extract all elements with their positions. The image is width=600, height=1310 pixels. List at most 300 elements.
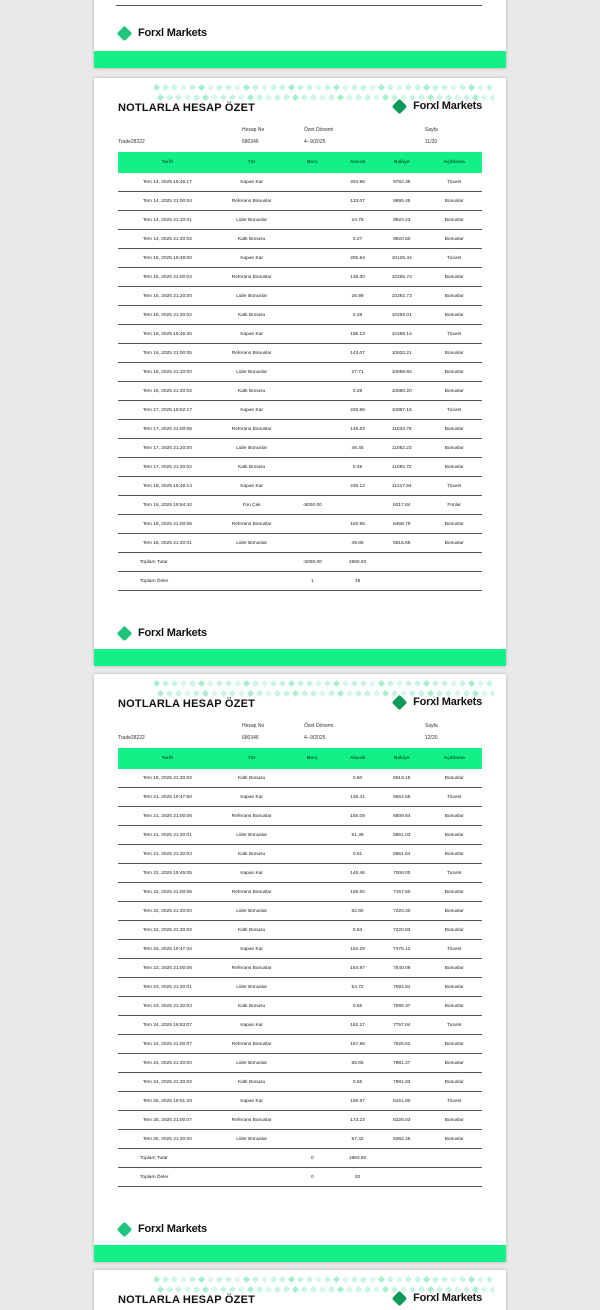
pattern-diamond-icon xyxy=(198,680,205,687)
table-cell: Katk Bonusu xyxy=(217,306,287,325)
table-cell xyxy=(287,401,338,420)
empty-cell xyxy=(377,1168,426,1187)
table-cell: 6861.03 xyxy=(377,826,426,845)
table-row xyxy=(118,230,482,249)
table-cell xyxy=(287,344,338,363)
table-cell: 169.97 xyxy=(338,1092,377,1111)
pattern-diamond-icon xyxy=(477,680,484,687)
pattern-diamond-icon xyxy=(468,680,475,687)
pattern-diamond-icon xyxy=(342,1276,349,1283)
pattern-diamond-icon xyxy=(265,94,272,101)
table-cell: Tem 14, 2025 21:20:01 xyxy=(118,211,217,230)
pattern-diamond-icon xyxy=(202,1286,209,1293)
logo-diamond-icon xyxy=(117,25,133,41)
pattern-diamond-icon xyxy=(382,94,389,101)
pattern-diamond-icon xyxy=(220,690,227,697)
table-cell: Kapan Kar xyxy=(217,1016,287,1035)
pattern-diamond-icon xyxy=(310,690,317,697)
pattern-diamond-icon xyxy=(229,690,236,697)
table-cell: 7595.37 xyxy=(377,997,426,1016)
col-debit: Borç xyxy=(287,152,338,173)
table-cell xyxy=(287,515,338,534)
footer-bar xyxy=(94,649,506,666)
pattern-diamond-icon xyxy=(405,84,412,91)
table-cell: 164.97 xyxy=(338,959,377,978)
pattern-diamond-icon xyxy=(154,680,160,687)
table-cell: Lider Bonuslar xyxy=(217,1130,287,1149)
pattern-diamond-icon xyxy=(292,690,299,697)
table-cell: Tem 15, 2025 19:49:00 xyxy=(118,249,217,268)
account-no-label: Hesap No xyxy=(242,127,265,133)
table-cell: 55.65 xyxy=(338,1054,377,1073)
pattern-diamond-icon xyxy=(360,84,367,91)
pattern-diamond-icon xyxy=(346,690,353,697)
table-cell xyxy=(287,845,338,864)
pattern-diamond-icon xyxy=(166,94,173,101)
table-cell xyxy=(287,306,338,325)
table-row xyxy=(118,997,482,1016)
table-cell xyxy=(287,1035,338,1054)
pattern-diamond-icon xyxy=(490,690,494,697)
pattern-diamond-icon xyxy=(414,1276,421,1283)
header-logo xyxy=(391,100,482,112)
pattern-diamond-icon xyxy=(211,1286,218,1293)
account-no: 680346 xyxy=(242,139,259,145)
table-cell: Bonuslar xyxy=(426,515,482,534)
table-cell: 7008.00 xyxy=(377,864,426,883)
pattern-diamond-icon xyxy=(171,84,178,91)
table-cell xyxy=(287,420,338,439)
pattern-diamond-icon xyxy=(234,680,241,687)
table-cell: Bonuslar xyxy=(426,382,482,401)
pattern-diamond-icon xyxy=(220,94,227,101)
table-cell: Bonuslar xyxy=(426,1111,482,1130)
pattern-diamond-icon xyxy=(256,1286,263,1293)
pattern-diamond-icon xyxy=(328,1286,335,1293)
table-cell: Bonuslar xyxy=(426,287,482,306)
table-cell xyxy=(287,807,338,826)
table-cell: Katk Bonusu xyxy=(217,769,287,788)
pattern-diamond-icon xyxy=(369,1276,376,1283)
table-cell: Bonuslar xyxy=(426,826,482,845)
pattern-diamond-icon xyxy=(216,680,223,687)
table-cell xyxy=(287,249,338,268)
counts-row-label: Toplam Öeler xyxy=(118,1168,217,1187)
next-page-stub xyxy=(94,1270,506,1310)
table-cell: Lider Bonuslar xyxy=(217,287,287,306)
table-cell: Referans Bonuslar xyxy=(217,1035,287,1054)
table-cell xyxy=(287,864,338,883)
table-cell xyxy=(287,192,338,211)
table-cell: 11033.78 xyxy=(377,420,426,439)
logo-diamond-icon xyxy=(117,625,133,641)
pattern-diamond-icon xyxy=(324,84,331,91)
table-cell: 146.46 xyxy=(338,864,377,883)
table-cell: Bonuslar xyxy=(426,883,482,902)
pattern-diamond-icon xyxy=(459,1276,466,1283)
table-cell: 0.50 xyxy=(338,769,377,788)
table-cell: Referans Bonuslar xyxy=(217,1111,287,1130)
table-cell: 173.23 xyxy=(338,1111,377,1130)
table-row xyxy=(118,363,482,382)
table-row xyxy=(118,173,482,192)
pattern-diamond-icon xyxy=(441,680,448,687)
pattern-diamond-icon xyxy=(211,690,218,697)
table-cell: 10126.44 xyxy=(377,249,426,268)
pattern-diamond-icon xyxy=(261,680,268,687)
pattern-diamond-icon xyxy=(324,1276,331,1283)
table-cell: 54.72 xyxy=(338,978,377,997)
pattern-diamond-icon xyxy=(328,690,335,697)
pattern-diamond-icon xyxy=(162,1276,169,1283)
table-cell: 57.42 xyxy=(338,1130,377,1149)
pattern-diamond-icon xyxy=(355,1286,362,1293)
table-header xyxy=(118,152,482,173)
table-cell: 7220.30 xyxy=(377,902,426,921)
pattern-diamond-icon xyxy=(270,1276,277,1283)
table-cell: Lider Bonuslar xyxy=(217,826,287,845)
page-label: Sayfa xyxy=(425,127,438,133)
table-cell: 10489.14 xyxy=(377,325,426,344)
table-cell: 135.41 xyxy=(338,788,377,807)
table-cell: Bonuslar xyxy=(426,211,482,230)
col-description: Açıklama xyxy=(426,152,482,173)
footer-bar xyxy=(94,51,506,68)
table-cell: Tem 21, 2025 19:47:50 xyxy=(118,788,217,807)
table-cell: Lider Bonuslar xyxy=(217,211,287,230)
table-cell: 7540.09 xyxy=(377,959,426,978)
table-cell: Kapan Kar xyxy=(217,864,287,883)
col-credit: Alacak xyxy=(338,152,377,173)
table-cell xyxy=(287,363,338,382)
pattern-diamond-icon xyxy=(247,690,254,697)
pattern-diamond-icon xyxy=(261,1276,268,1283)
table-cell: 7375.12 xyxy=(377,940,426,959)
pattern-diamond-icon xyxy=(324,680,331,687)
pattern-diamond-icon xyxy=(459,84,466,91)
col-balance: Bakiye xyxy=(377,748,426,769)
table-row xyxy=(118,959,482,978)
pattern-diamond-icon xyxy=(157,690,164,697)
pattern-diamond-icon xyxy=(301,94,308,101)
empty-cell xyxy=(217,1149,287,1168)
table-cell: Tem 18, 2025 21:20:02 xyxy=(118,769,217,788)
table-cell xyxy=(287,534,338,553)
table-cell: 154.29 xyxy=(338,940,377,959)
table-cell: Tem 16, 2025 19:45:35 xyxy=(118,325,217,344)
table-cell: 51.39 xyxy=(338,826,377,845)
pattern-diamond-icon xyxy=(459,680,466,687)
table-cell: Kapan Kar xyxy=(217,249,287,268)
pattern-diamond-icon xyxy=(270,84,277,91)
pattern-diamond-icon xyxy=(490,1286,494,1293)
pattern-diamond-icon xyxy=(225,680,232,687)
table-cell: Tem 24, 2025 19:53:07 xyxy=(118,1016,217,1035)
empty-cell xyxy=(217,1168,287,1187)
table-cell: 9920.50 xyxy=(377,230,426,249)
pattern-diamond-icon xyxy=(450,1276,457,1283)
table-cell: 0.53 xyxy=(338,921,377,940)
col-balance: Bakiye xyxy=(377,152,426,173)
table-cell: Bonuslar xyxy=(426,230,482,249)
pattern-diamond-icon xyxy=(396,1276,403,1283)
table-row xyxy=(118,978,482,997)
pattern-diamond-icon xyxy=(346,94,353,101)
table-row xyxy=(118,287,482,306)
table-cell: Tem 15, 2025 21:00:04 xyxy=(118,268,217,287)
table-cell: Bonuslar xyxy=(426,344,482,363)
pattern-diamond-icon xyxy=(333,84,340,91)
table-cell: 10265.74 xyxy=(377,268,426,287)
table-cell: 8151.80 xyxy=(377,1092,426,1111)
pattern-diamond-icon xyxy=(351,680,358,687)
table-cell: Bonuslar xyxy=(426,769,482,788)
pattern-diamond-icon xyxy=(274,94,281,101)
pattern-diamond-icon xyxy=(154,84,160,91)
table-cell: 235.12 xyxy=(338,477,377,496)
table-row xyxy=(118,477,482,496)
table-cell: Tem 21, 2025 21:00:06 xyxy=(118,807,217,826)
table-cell: Lider Bonuslar xyxy=(217,978,287,997)
table-cell: Bonuslar xyxy=(426,192,482,211)
table-row xyxy=(118,306,482,325)
pattern-diamond-icon xyxy=(373,690,380,697)
table-cell: 0.28 xyxy=(338,306,377,325)
table-cell xyxy=(287,997,338,1016)
table-row xyxy=(118,211,482,230)
table-cell xyxy=(287,902,338,921)
brand-name: Forxl Markets xyxy=(413,696,482,708)
table-cell: 7981.27 xyxy=(377,1054,426,1073)
pattern-diamond-icon xyxy=(184,1286,191,1293)
table-cell: 9782.38 xyxy=(377,173,426,192)
table-cell: 49.86 xyxy=(338,534,377,553)
pattern-diamond-icon xyxy=(283,1286,290,1293)
totals-row-label: Toplam Tutar xyxy=(118,1149,217,1168)
table-cell: 6861.54 xyxy=(377,845,426,864)
table-cell: 26.99 xyxy=(338,287,377,306)
col-type: Tür xyxy=(217,748,287,769)
counts-row-debit: 1 xyxy=(287,572,338,591)
transactions-table xyxy=(118,152,482,591)
table-cell: Tem 21, 2025 21:20:03 xyxy=(118,845,217,864)
table-row xyxy=(118,382,482,401)
pattern-diamond-icon xyxy=(261,84,268,91)
pattern-diamond-icon xyxy=(180,1276,187,1283)
table-cell: 196.13 xyxy=(338,325,377,344)
table-row xyxy=(118,249,482,268)
table-cell: 0.51 xyxy=(338,845,377,864)
table-row xyxy=(118,826,482,845)
pattern-diamond-icon xyxy=(216,1276,223,1283)
table-cell: Bonuslar xyxy=(426,420,482,439)
pattern-diamond-icon xyxy=(337,690,344,697)
table-cell: Tem 23, 2025 21:20:03 xyxy=(118,997,217,1016)
footer-logo xyxy=(116,27,207,39)
table-cell xyxy=(287,769,338,788)
table-cell: 10887.15 xyxy=(377,401,426,420)
table-cell: Bonuslar xyxy=(426,1073,482,1092)
pattern-diamond-icon xyxy=(180,84,187,91)
table-cell xyxy=(287,439,338,458)
table-cell: Bonuslar xyxy=(426,845,482,864)
pattern-diamond-icon xyxy=(486,1276,493,1283)
table-cell: 11317.84 xyxy=(377,477,426,496)
table-cell: Tem 22, 2025 21:20:02 xyxy=(118,921,217,940)
pattern-diamond-icon xyxy=(252,680,259,687)
table-cell: Tem 16, 2025 21:00:05 xyxy=(118,344,217,363)
pattern-diamond-icon xyxy=(207,680,214,687)
pattern-diamond-icon xyxy=(414,680,421,687)
table-cell xyxy=(338,496,377,515)
table-row xyxy=(118,458,482,477)
statement-page-12 xyxy=(94,674,506,1262)
pattern-diamond-icon xyxy=(481,1286,488,1293)
totals-row xyxy=(118,553,482,572)
table-cell: Lider Bonuslar xyxy=(217,363,287,382)
table-cell xyxy=(287,230,338,249)
totals-row-credit: 1863.80 xyxy=(338,1149,377,1168)
table-cell: Bonuslar xyxy=(426,1054,482,1073)
table-cell: Kapan Kar xyxy=(217,401,287,420)
table-row xyxy=(118,496,482,515)
table-cell: 133.07 xyxy=(338,192,377,211)
table-cell: Referans Bonuslar xyxy=(217,807,287,826)
previous-page-stub xyxy=(94,0,506,68)
pattern-diamond-icon xyxy=(450,84,457,91)
pattern-diamond-icon xyxy=(369,84,376,91)
pattern-diamond-icon xyxy=(220,1286,227,1293)
pattern-diamond-icon xyxy=(184,94,191,101)
table-cell: Tem 14, 2025 21:20:02 xyxy=(118,230,217,249)
pattern-diamond-icon xyxy=(229,94,236,101)
table-row xyxy=(118,1054,482,1073)
table-cell: 10292.73 xyxy=(377,287,426,306)
page-number: 12/20 xyxy=(425,735,438,741)
pattern-diamond-icon xyxy=(189,84,196,91)
table-cell: Tem 16, 2025 21:20:02 xyxy=(118,382,217,401)
table-cell: 10660.20 xyxy=(377,382,426,401)
table-cell: 139.30 xyxy=(338,268,377,287)
table-cell: Bonuslar xyxy=(426,268,482,287)
table-cell: 7220.83 xyxy=(377,921,426,940)
col-description: Açıklama xyxy=(426,748,482,769)
pattern-diamond-icon xyxy=(171,680,178,687)
pattern-diamond-icon xyxy=(207,1276,214,1283)
pattern-diamond-icon xyxy=(351,1276,358,1283)
table-cell: Tem 22, 2025 21:00:06 xyxy=(118,883,217,902)
table-cell xyxy=(287,325,338,344)
table-row xyxy=(118,1111,482,1130)
table-cell: Fonlar xyxy=(426,496,482,515)
pattern-diamond-icon xyxy=(481,690,488,697)
brand-name: Forxl Markets xyxy=(413,1292,482,1304)
table-row xyxy=(118,1016,482,1035)
table-cell: 205.94 xyxy=(338,249,377,268)
pattern-diamond-icon xyxy=(342,84,349,91)
pattern-diamond-icon xyxy=(301,1286,308,1293)
pattern-diamond-icon xyxy=(225,84,232,91)
table-cell: Referans Bonuslar xyxy=(217,420,287,439)
pattern-diamond-icon xyxy=(166,1286,173,1293)
table-cell: Bonuslar xyxy=(426,997,482,1016)
pattern-diamond-icon xyxy=(337,94,344,101)
pattern-diamond-icon xyxy=(265,1286,272,1293)
table-cell xyxy=(287,959,338,978)
pattern-diamond-icon xyxy=(333,680,340,687)
table-cell: 7757.64 xyxy=(377,1016,426,1035)
logo-diamond-icon xyxy=(392,694,408,710)
table-row xyxy=(118,268,482,287)
logo-diamond-icon xyxy=(117,1221,133,1237)
pattern-diamond-icon xyxy=(432,1276,439,1283)
table-row xyxy=(118,921,482,940)
pattern-diamond-icon xyxy=(387,680,394,687)
table-cell: Bonuslar xyxy=(426,439,482,458)
pattern-diamond-icon xyxy=(486,84,493,91)
table-cell: Lider Bonuslar xyxy=(217,439,287,458)
pattern-diamond-icon xyxy=(162,84,169,91)
empty-cell xyxy=(426,1168,482,1187)
table-cell: Ticaret xyxy=(426,401,482,420)
table-cell: Tem 25, 2025 19:51:29 xyxy=(118,1092,217,1111)
pattern-diamond-icon xyxy=(441,84,448,91)
pattern-diamond-icon xyxy=(225,1276,232,1283)
table-cell: 226.95 xyxy=(338,401,377,420)
table-cell: 11082.72 xyxy=(377,458,426,477)
period: 4--9/2025 xyxy=(304,735,326,741)
empty-cell xyxy=(377,572,426,591)
table-cell: Tem 17, 2025 19:52:17 xyxy=(118,401,217,420)
pattern-diamond-icon xyxy=(198,84,205,91)
pattern-diamond-icon xyxy=(328,94,335,101)
table-cell xyxy=(287,458,338,477)
table-cell: 9920.23 xyxy=(377,211,426,230)
table-cell: 52.80 xyxy=(338,902,377,921)
table-cell: Ticaret xyxy=(426,864,482,883)
pattern-diamond-icon xyxy=(315,680,322,687)
pattern-diamond-icon xyxy=(486,680,493,687)
pattern-diamond-icon xyxy=(432,680,439,687)
table-cell: Katk Bonusu xyxy=(217,997,287,1016)
pattern-diamond-icon xyxy=(468,84,475,91)
table-cell xyxy=(287,477,338,496)
brand-name: Forxl Markets xyxy=(138,27,207,39)
pattern-diamond-icon xyxy=(310,94,317,101)
header-logo xyxy=(391,1292,482,1304)
table-cell: Ticaret xyxy=(426,1016,482,1035)
pattern-diamond-icon xyxy=(198,1276,205,1283)
table-cell: Katk Bonusu xyxy=(217,1073,287,1092)
pattern-diamond-icon xyxy=(256,690,263,697)
table-cell: Bonuslar xyxy=(426,1035,482,1054)
pattern-diamond-icon xyxy=(315,84,322,91)
table-cell xyxy=(287,940,338,959)
empty-cell xyxy=(217,553,287,572)
pattern-diamond-icon xyxy=(396,84,403,91)
pattern-diamond-icon xyxy=(279,84,286,91)
table-cell: Tem 17, 2025 21:20:00 xyxy=(118,439,217,458)
table-cell: Bonuslar xyxy=(426,902,482,921)
table-cell: 162.27 xyxy=(338,1016,377,1035)
table-cell: 146.63 xyxy=(338,420,377,439)
table-row xyxy=(118,807,482,826)
pattern-diamond-icon xyxy=(243,680,250,687)
table-row xyxy=(118,344,482,363)
table-row xyxy=(118,1073,482,1092)
empty-cell xyxy=(217,572,287,591)
account-name: Trade28222 xyxy=(118,139,145,145)
